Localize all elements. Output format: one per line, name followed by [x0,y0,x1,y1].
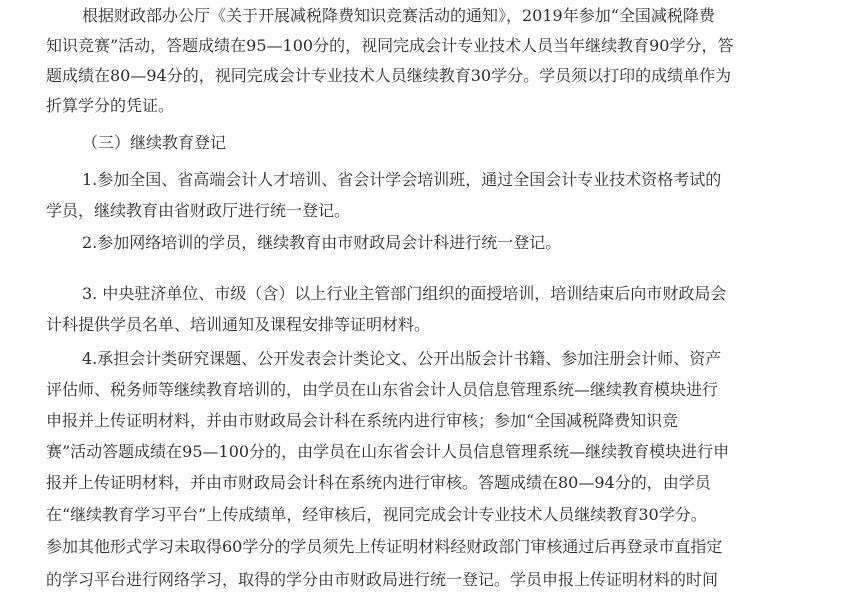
paragraph-line: 4.承担会计类研究课题、公开发表会计类论文、公开出版会计书籍、参加注册会计师、资产 [82,349,722,368]
paragraph-line: 学员，继续教育由省财政厅进行统一登记。 [46,201,351,220]
paragraph-line: 参加其他形式学习未取得60学分的学员须先上传证明材料经财政部门审核通过后再登录市直指定 [46,537,723,556]
paragraph-line: 评估师、税务师等继续教育培训的，由学员在山东省会计人员信息管理系统—继续教育模块进行 [46,380,719,399]
paragraph-line: 折算学分的凭证。 [46,96,175,115]
paragraph-line: 赛”活动答题成绩在95—100分的，由学员在山东省会计人员信息管理系统—继续教育模块进行申 [46,442,730,461]
paragraph-line: 3. 中央驻济单位、市级（含）以上行业主管部门组织的面授培训，培训结束后向市财政局会 [82,284,727,303]
paragraph-line: 根据财政部办公厅《关于开展减税降费知识竞赛活动的通知》，2019年参加“全国减税降费 [82,6,715,25]
paragraph-line: 申报并上传证明材料，并由市财政局会计科在系统内进行审核；参加“全国减税降费知识竞 [46,411,679,430]
paragraph-line: 的学习平台进行网络学习，取得的学分由市财政局进行统一登记。学员申报上传证明材料的时间 [46,570,719,589]
section-heading: （三）继续教育登记 [82,133,227,152]
paragraph-line: 报并上传证明材料，并由市财政局会计科在系统内进行审核。答题成绩在80—94分的，由学员 [46,473,711,492]
paragraph-line: 题成绩在80—94分的，视同完成会计专业技术人员继续教育30学分。学员须以打印的成绩单作为 [46,66,732,85]
paragraph-line: 2.参加网络培训的学员，继续教育由市财政局会计科进行统一登记。 [82,233,562,252]
paragraph-line: 1.参加全国、省高端会计人才培训、省会计学会培训班，通过全国会计专业技术资格考试的 [82,170,722,189]
paragraph-line: 知识竞赛”活动，答题成绩在95—100分的，视同完成会计专业技术人员当年继续教育90学分，答 [46,36,734,55]
paragraph-line: 在“继续教育学习平台”上传成绩单，经审核后，视同完成会计专业技术人员继续教育30学分。 [46,505,707,524]
paragraph-line: 计科提供学员名单、培训通知及课程安排等证明材料。 [46,315,431,334]
